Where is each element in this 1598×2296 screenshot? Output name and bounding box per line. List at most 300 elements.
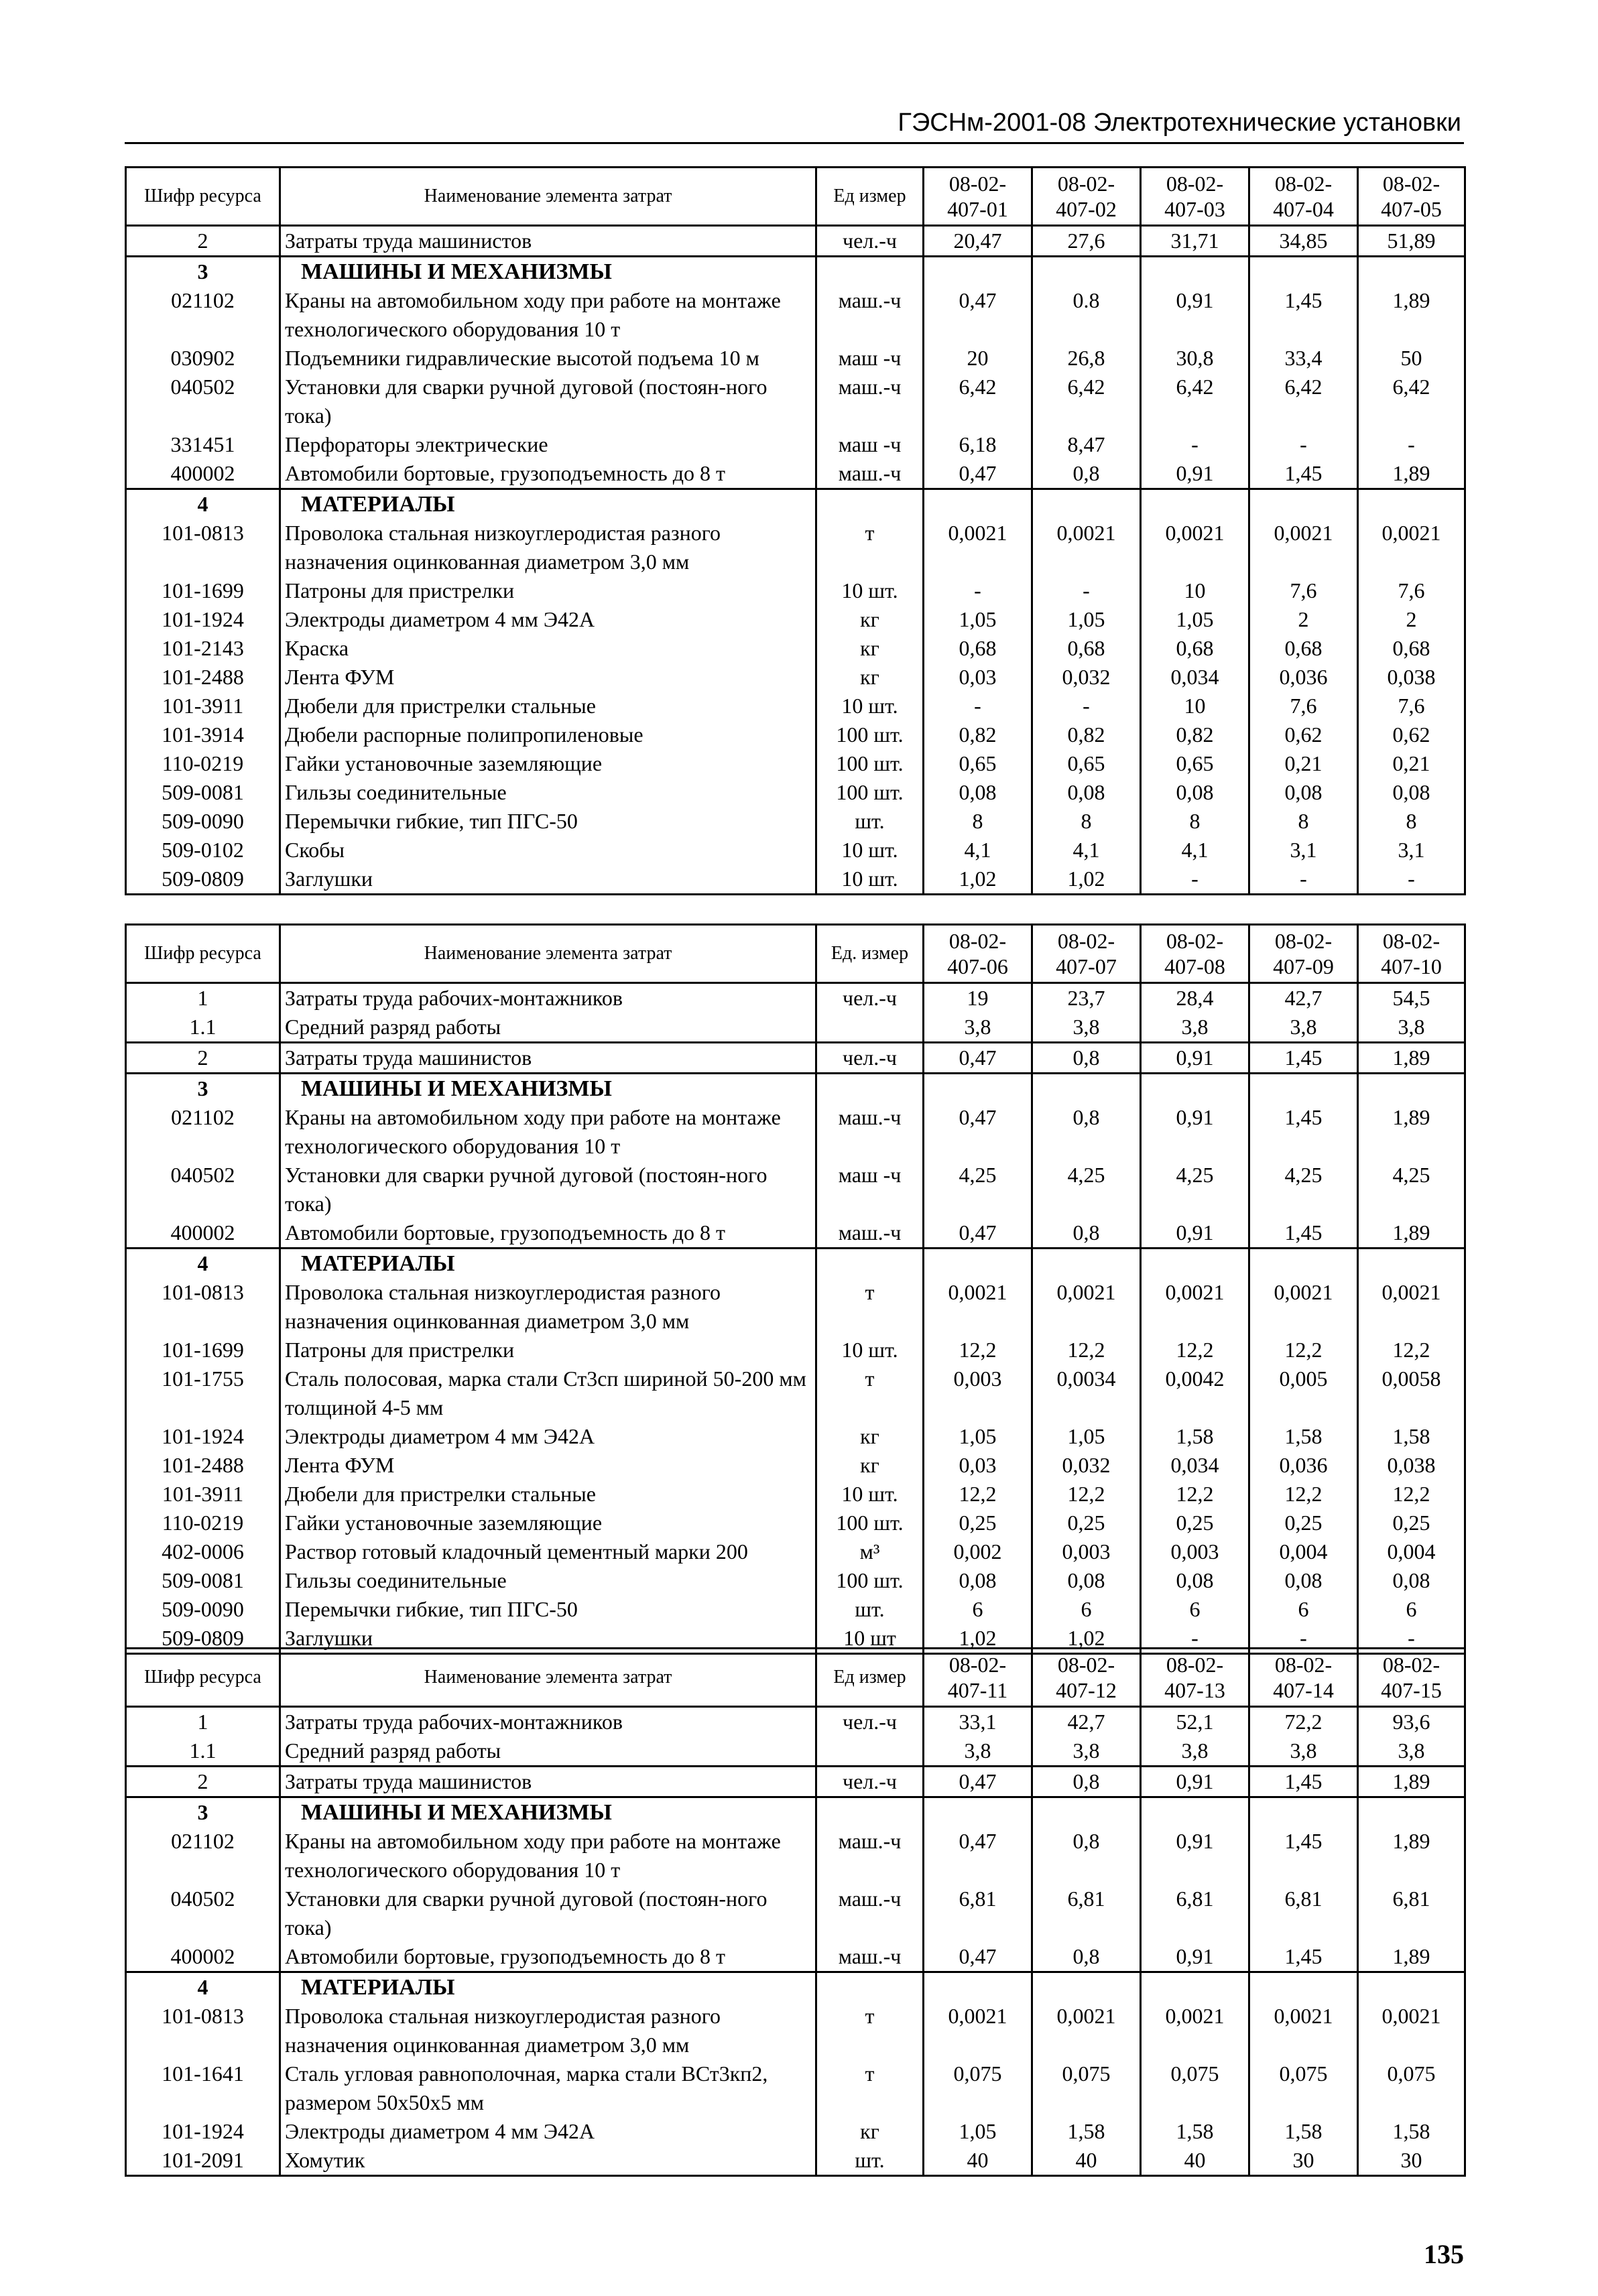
header-norm-code — [1032, 168, 1141, 226]
resource-name: Гайки установочные заземляющие — [280, 749, 816, 778]
header-norm-code-line: 407-01 — [947, 197, 1008, 221]
header-norm-code-line: 08-02- — [1166, 929, 1224, 953]
norm-value — [1249, 1972, 1358, 2002]
norm-value: 7,6 — [1249, 692, 1358, 720]
norm-value: - — [1358, 1624, 1465, 1654]
norm-value: 30,8 — [1141, 344, 1249, 373]
norm-value: 1,89 — [1358, 1942, 1465, 1972]
page-number: 135 — [1424, 2239, 1464, 2269]
norm-value — [1358, 1249, 1465, 1279]
norm-value: 31,71 — [1141, 226, 1249, 257]
header-norm-code — [1141, 925, 1249, 983]
header-name: Наименование элемента затрат — [280, 168, 816, 226]
norm-value: 26,8 — [1032, 344, 1141, 373]
header-norm-code-line: 407-09 — [1273, 954, 1334, 978]
norm-value: 12,2 — [1249, 1336, 1358, 1364]
resource-unit: 10 шт. — [816, 692, 924, 720]
table-row — [126, 1451, 1465, 1480]
norm-value: 3,8 — [1358, 1013, 1465, 1043]
norm-value: 6,42 — [1032, 373, 1141, 430]
norm-value: 0,65 — [1032, 749, 1141, 778]
norm-value: 0,25 — [1249, 1509, 1358, 1537]
norm-value: 1,89 — [1358, 286, 1465, 344]
norm-value: 0,003 — [1141, 1537, 1249, 1566]
norm-value: 1,58 — [1141, 1422, 1249, 1451]
norm-value: 40 — [1141, 2146, 1249, 2176]
norm-value: 4,1 — [1141, 836, 1249, 865]
norm-value: 12,2 — [1358, 1480, 1465, 1509]
resource-unit — [816, 1013, 924, 1043]
norm-value: - — [924, 692, 1032, 720]
resource-name: Перемычки гибкие, тип ПГС-50 — [280, 1595, 816, 1624]
norm-value: 93,6 — [1358, 1707, 1465, 1737]
norm-value: 0,47 — [924, 1942, 1032, 1972]
norm-value: 0,075 — [1358, 2059, 1465, 2117]
resource-code: 509-0102 — [126, 836, 280, 865]
norm-value: 10 — [1141, 692, 1249, 720]
resource-code: 110-0219 — [126, 1509, 280, 1537]
norm-value: 0,0021 — [924, 1278, 1032, 1336]
header-norm-code-line: 08-02- — [1057, 172, 1115, 196]
header-norm-code-line: 407-13 — [1164, 1678, 1225, 1702]
norm-value: 40 — [924, 2146, 1032, 2176]
norm-value: 20 — [924, 344, 1032, 373]
norm-value: 4,25 — [1141, 1161, 1249, 1218]
table-row — [126, 605, 1465, 634]
norm-value: 3,8 — [1032, 1736, 1141, 1767]
resource-unit — [816, 489, 924, 519]
resource-code: 101-1699 — [126, 576, 280, 605]
header-norm-code-line: 407-07 — [1056, 954, 1117, 978]
header-code: Шифр ресурса — [126, 925, 280, 983]
resource-code: 400002 — [126, 459, 280, 489]
resource-code: 509-0090 — [126, 1595, 280, 1624]
resource-code: 110-0219 — [126, 749, 280, 778]
resource-code: 400002 — [126, 1942, 280, 1972]
table-row — [126, 1566, 1465, 1595]
resource-unit — [816, 1074, 924, 1104]
header-norm-code-line: 08-02- — [1166, 172, 1224, 196]
norm-value: 0,034 — [1141, 1451, 1249, 1480]
header-norm-code-line: 08-02- — [1057, 1653, 1115, 1677]
header-name: Наименование элемента затрат — [280, 1649, 816, 1707]
norm-value: 1,89 — [1358, 1218, 1465, 1249]
norm-value: 0,0021 — [1141, 1278, 1249, 1336]
resource-code: 1 — [126, 983, 280, 1013]
resource-name: Проволока стальная низкоуглеродистая разного назначения оцинкованная диаметром 3,0 мм — [280, 1278, 816, 1336]
norm-value: 1,89 — [1358, 1043, 1465, 1074]
norm-value: 4,25 — [1249, 1161, 1358, 1218]
norm-value: 0,25 — [1141, 1509, 1249, 1537]
norm-value — [1249, 1797, 1358, 1828]
table-row — [126, 663, 1465, 692]
resource-code: 1.1 — [126, 1736, 280, 1767]
table-row — [126, 1827, 1465, 1885]
resource-name: Затраты труда машинистов — [280, 226, 816, 257]
norm-value: 0,91 — [1141, 1103, 1249, 1161]
norm-value — [1141, 489, 1249, 519]
norm-value: 6 — [1358, 1595, 1465, 1624]
table-row — [126, 1218, 1465, 1249]
norm-value: 0,0021 — [1249, 1278, 1358, 1336]
norm-value — [924, 1249, 1032, 1279]
header-norm-code-line: 407-04 — [1273, 197, 1334, 221]
norm-value: 0,08 — [924, 1566, 1032, 1595]
resource-unit: кг — [816, 1422, 924, 1451]
resource-code: 509-0081 — [126, 1566, 280, 1595]
table-row — [126, 1509, 1465, 1537]
norm-value: 0,0021 — [1358, 2002, 1465, 2059]
norm-value: 0,003 — [924, 1364, 1032, 1422]
resource-code: 2 — [126, 226, 280, 257]
norm-value — [1249, 489, 1358, 519]
norm-value: 0,036 — [1249, 663, 1358, 692]
resource-code: 021102 — [126, 1827, 280, 1885]
norm-value: 1,58 — [1032, 2117, 1141, 2146]
norm-value: 0,08 — [1249, 1566, 1358, 1595]
norm-value — [1249, 1249, 1358, 1279]
section-row — [126, 1972, 1465, 2002]
norm-value: 0,82 — [924, 720, 1032, 749]
header-norm-code — [924, 1649, 1032, 1707]
resource-code: 101-3911 — [126, 692, 280, 720]
norm-value: 0,68 — [1141, 634, 1249, 663]
norm-value: 0,0058 — [1358, 1364, 1465, 1422]
table-row — [126, 778, 1465, 807]
norm-value: 0,8 — [1032, 1218, 1141, 1249]
norm-value: 10 — [1141, 576, 1249, 605]
norm-value: 0,91 — [1141, 1827, 1249, 1885]
norm-value: 72,2 — [1249, 1707, 1358, 1737]
resource-unit — [816, 1972, 924, 2002]
resource-name: МАТЕРИАЛЫ — [280, 489, 816, 519]
resource-code: 2 — [126, 1043, 280, 1074]
table-row — [126, 807, 1465, 836]
norm-value: 12,2 — [1032, 1336, 1141, 1364]
norm-value: 0,0021 — [924, 519, 1032, 576]
norm-value: 12,2 — [1249, 1480, 1358, 1509]
header-row — [126, 925, 1465, 983]
resource-unit: чел.-ч — [816, 1767, 924, 1797]
table-row — [126, 1103, 1465, 1161]
norm-value: - — [1358, 430, 1465, 459]
norm-value: 0,08 — [1358, 778, 1465, 807]
resource-name: Гильзы соединительные — [280, 778, 816, 807]
norm-value: - — [1358, 865, 1465, 895]
norm-value — [1141, 257, 1249, 287]
resource-name: Электроды диаметром 4 мм Э42А — [280, 1422, 816, 1451]
resource-unit: кг — [816, 634, 924, 663]
resource-name: Дюбели распорные полипропиленовые — [280, 720, 816, 749]
norm-value: 4,25 — [1032, 1161, 1141, 1218]
norm-value: 0,075 — [1032, 2059, 1141, 2117]
header-norm-code-line: 407-05 — [1381, 197, 1442, 221]
norm-value: 0,47 — [924, 286, 1032, 344]
resource-name: Дюбели для пристрелки стальные — [280, 692, 816, 720]
norm-value: 51,89 — [1358, 226, 1465, 257]
resource-code: 101-1755 — [126, 1364, 280, 1422]
norm-value — [1358, 1972, 1465, 2002]
resource-code: 030902 — [126, 344, 280, 373]
resource-code: 101-1924 — [126, 2117, 280, 2146]
norm-value: 33,4 — [1249, 344, 1358, 373]
norm-value: 3,8 — [1249, 1736, 1358, 1767]
header-norm-code-line: 08-02- — [948, 929, 1007, 953]
resource-name: Краны на автомобильном ходу при работе на монтаже технологического оборудования 10 т — [280, 286, 816, 344]
resource-unit: 10 шт. — [816, 1336, 924, 1364]
resource-code: 509-0809 — [126, 1624, 280, 1654]
section-row — [126, 1797, 1465, 1828]
norm-value — [1032, 1972, 1141, 2002]
norm-value — [924, 1074, 1032, 1104]
section-row — [126, 257, 1465, 287]
table-row — [126, 2117, 1465, 2146]
resource-code: 1 — [126, 1707, 280, 1737]
resource-table-1 — [125, 166, 1466, 895]
norm-value: 1,45 — [1249, 1827, 1358, 1885]
norm-value: 0,8 — [1032, 1827, 1141, 1885]
header-norm-code-line: 08-02- — [1166, 1653, 1224, 1677]
norm-value: 1,58 — [1141, 2117, 1249, 2146]
resource-unit — [816, 1797, 924, 1828]
resource-code: 101-1641 — [126, 2059, 280, 2117]
norm-value — [924, 1797, 1032, 1828]
resource-unit: 100 шт. — [816, 778, 924, 807]
resource-code: 509-0081 — [126, 778, 280, 807]
table-row — [126, 2146, 1465, 2176]
resource-table-3 — [125, 1647, 1466, 2177]
norm-value: 0,08 — [1141, 1566, 1249, 1595]
norm-value: 0,0021 — [1032, 2002, 1141, 2059]
header-unit: Ед измер — [816, 168, 924, 226]
norm-value: 0,08 — [1032, 1566, 1141, 1595]
table-row — [126, 720, 1465, 749]
resource-code: 040502 — [126, 373, 280, 430]
resource-name: Хомутик — [280, 2146, 816, 2176]
resource-name: Затраты труда машинистов — [280, 1043, 816, 1074]
resource-code: 040502 — [126, 1885, 280, 1942]
norm-value: 0,003 — [1032, 1537, 1141, 1566]
table-row — [126, 1767, 1465, 1797]
norm-value: 0,47 — [924, 1043, 1032, 1074]
norm-value: 0,8 — [1032, 1942, 1141, 1972]
norm-value: 52,1 — [1141, 1707, 1249, 1737]
norm-value: 1,45 — [1249, 1767, 1358, 1797]
resource-unit: маш.-ч — [816, 459, 924, 489]
norm-value: 0,8 — [1032, 1043, 1141, 1074]
norm-value: 42,7 — [1249, 983, 1358, 1013]
norm-value: 3,8 — [924, 1736, 1032, 1767]
norm-value: 0,25 — [1032, 1509, 1141, 1537]
header-norm-code — [1358, 925, 1465, 983]
norm-value: 6,42 — [924, 373, 1032, 430]
norm-value: 12,2 — [1141, 1336, 1249, 1364]
resource-unit: маш.-ч — [816, 1103, 924, 1161]
norm-value: 0,0021 — [1141, 519, 1249, 576]
resource-name: Затраты труда машинистов — [280, 1767, 816, 1797]
norm-value: 0,08 — [1249, 778, 1358, 807]
resource-name: Автомобили бортовые, грузоподъемность до 8 т — [280, 459, 816, 489]
header-norm-code — [1032, 925, 1141, 983]
table-row — [126, 692, 1465, 720]
table-row — [126, 430, 1465, 459]
table-row — [126, 519, 1465, 576]
resource-code: 101-1699 — [126, 1336, 280, 1364]
table-row — [126, 373, 1465, 430]
resource-name: Сталь полосовая, марка стали Ст3сп шириной 50-200 мм толщиной 4-5 мм — [280, 1364, 816, 1422]
norm-value: 0,91 — [1141, 1942, 1249, 1972]
resource-unit: 100 шт. — [816, 749, 924, 778]
norm-value: 0,036 — [1249, 1451, 1358, 1480]
resource-unit — [816, 1249, 924, 1279]
resource-name: Электроды диаметром 4 мм Э42А — [280, 605, 816, 634]
norm-value — [1032, 1249, 1141, 1279]
header-norm-code-line: 407-10 — [1381, 954, 1442, 978]
norm-value: 8 — [924, 807, 1032, 836]
norm-value: 0,65 — [1141, 749, 1249, 778]
norm-value: 6 — [1032, 1595, 1141, 1624]
norm-value: 6,81 — [1358, 1885, 1465, 1942]
resource-name: Автомобили бортовые, грузоподъемность до 8 т — [280, 1942, 816, 1972]
header-norm-code — [1141, 1649, 1249, 1707]
norm-value: 0,0034 — [1032, 1364, 1141, 1422]
resource-unit: шт. — [816, 2146, 924, 2176]
norm-value: 50 — [1358, 344, 1465, 373]
resource-code: 1.1 — [126, 1013, 280, 1043]
table-row — [126, 1013, 1465, 1043]
header-unit: Ед. измер — [816, 925, 924, 983]
resource-code: 101-0813 — [126, 2002, 280, 2059]
norm-value — [1141, 1249, 1249, 1279]
norm-value: 0,65 — [924, 749, 1032, 778]
norm-value: 0.8 — [1032, 286, 1141, 344]
resource-code: 101-2488 — [126, 663, 280, 692]
table-row — [126, 1885, 1465, 1942]
norm-value: 1,58 — [1249, 1422, 1358, 1451]
resource-name: Затраты труда рабочих-монтажников — [280, 1707, 816, 1737]
resource-code: 101-3911 — [126, 1480, 280, 1509]
norm-value: 12,2 — [1032, 1480, 1141, 1509]
norm-value: 3,8 — [1358, 1736, 1465, 1767]
header-norm-code-line: 407-08 — [1164, 954, 1225, 978]
resource-code: 101-2488 — [126, 1451, 280, 1480]
norm-value — [924, 1972, 1032, 2002]
norm-value: - — [1249, 865, 1358, 895]
resource-unit: т — [816, 1364, 924, 1422]
norm-value: 0,0021 — [1358, 1278, 1465, 1336]
norm-value: 8 — [1141, 807, 1249, 836]
resource-name: Проволока стальная низкоуглеродистая разного назначения оцинкованная диаметром 3,0 мм — [280, 519, 816, 576]
norm-value: - — [1141, 1624, 1249, 1654]
resource-code: 3 — [126, 1797, 280, 1828]
header-norm-code-line: 407-15 — [1381, 1678, 1442, 1702]
norm-value: 6,42 — [1141, 373, 1249, 430]
norm-value: 0,68 — [1032, 634, 1141, 663]
norm-value: 4,25 — [1358, 1161, 1465, 1218]
resource-unit: чел.-ч — [816, 226, 924, 257]
resource-code: 3 — [126, 257, 280, 287]
resource-name: Гайки установочные заземляющие — [280, 1509, 816, 1537]
norm-value: 0,91 — [1141, 286, 1249, 344]
resource-unit: маш -ч — [816, 1161, 924, 1218]
resource-name: Подъемники гидравлические высотой подъема 10 м — [280, 344, 816, 373]
table-row — [126, 1043, 1465, 1074]
norm-value: 12,2 — [924, 1480, 1032, 1509]
resource-table-2 — [125, 923, 1466, 1655]
table-row — [126, 1336, 1465, 1364]
resource-name: Краска — [280, 634, 816, 663]
norm-value: 0,62 — [1249, 720, 1358, 749]
norm-value: 0,0042 — [1141, 1364, 1249, 1422]
norm-value — [924, 489, 1032, 519]
norm-value: 1,89 — [1358, 459, 1465, 489]
norm-value: 1,05 — [924, 605, 1032, 634]
table-row — [126, 2002, 1465, 2059]
norm-value: 8 — [1249, 807, 1358, 836]
resource-name: Скобы — [280, 836, 816, 865]
norm-value: 54,5 — [1358, 983, 1465, 1013]
table-row — [126, 2059, 1465, 2117]
table-row — [126, 1364, 1465, 1422]
header-rule — [125, 142, 1464, 144]
table-row — [126, 1161, 1465, 1218]
resource-name: Проволока стальная низкоуглеродистая разного назначения оцинкованная диаметром 3,0 мм — [280, 2002, 816, 2059]
resource-name: Раствор готовый кладочный цементный марки 200 — [280, 1537, 816, 1566]
header-norm-code-line: 407-12 — [1056, 1678, 1117, 1702]
norm-value: 12,2 — [1141, 1480, 1249, 1509]
norm-value: 8 — [1358, 807, 1465, 836]
norm-value: 1,89 — [1358, 1767, 1465, 1797]
resource-name: Краны на автомобильном ходу при работе на монтаже технологического оборудования 10 т — [280, 1103, 816, 1161]
header-code: Шифр ресурса — [126, 168, 280, 226]
section-row — [126, 489, 1465, 519]
resource-name: МАТЕРИАЛЫ — [280, 1972, 816, 2002]
table-row — [126, 1480, 1465, 1509]
resource-name: Дюбели для пристрелки стальные — [280, 1480, 816, 1509]
norm-value — [1032, 489, 1141, 519]
resource-code: 101-1924 — [126, 1422, 280, 1451]
norm-value: - — [1249, 1624, 1358, 1654]
resource-name: Затраты труда рабочих-монтажников — [280, 983, 816, 1013]
resource-unit: чел.-ч — [816, 1707, 924, 1737]
norm-value: 1,02 — [924, 865, 1032, 895]
norm-value: - — [1032, 692, 1141, 720]
resource-unit — [816, 1736, 924, 1767]
norm-value: 0,08 — [1032, 778, 1141, 807]
norm-value: 0,034 — [1141, 663, 1249, 692]
norm-value: 0,68 — [1249, 634, 1358, 663]
norm-value: 6 — [924, 1595, 1032, 1624]
norm-value: 1,45 — [1249, 459, 1358, 489]
norm-value: 4,1 — [924, 836, 1032, 865]
resource-unit: 100 шт. — [816, 1566, 924, 1595]
table-row — [126, 459, 1465, 489]
norm-value — [1358, 1074, 1465, 1104]
norm-value: 1,58 — [1358, 1422, 1465, 1451]
norm-value: 0,038 — [1358, 663, 1465, 692]
norm-value: 40 — [1032, 2146, 1141, 2176]
header-norm-code — [1249, 1649, 1358, 1707]
norm-value: 1,45 — [1249, 1043, 1358, 1074]
norm-value: 30 — [1358, 2146, 1465, 2176]
norm-value: 4,25 — [924, 1161, 1032, 1218]
norm-value: 3,8 — [1141, 1013, 1249, 1043]
resource-name: Установки для сварки ручной дуговой (постоян-ного тока) — [280, 1161, 816, 1218]
norm-value: 0,8 — [1032, 459, 1141, 489]
document-header: ГЭСНм-2001-08 Электротехнические установки — [898, 109, 1461, 137]
norm-value: 0,005 — [1249, 1364, 1358, 1422]
norm-value: 0,91 — [1141, 1218, 1249, 1249]
